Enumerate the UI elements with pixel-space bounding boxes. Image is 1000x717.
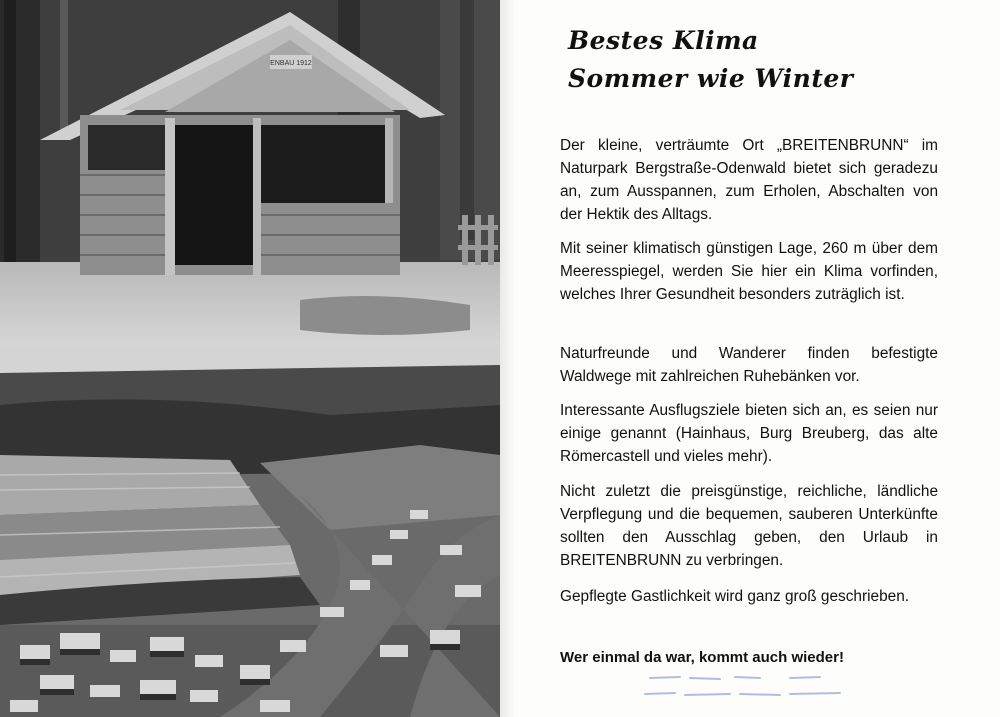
page-fold (500, 0, 514, 717)
paragraph-climate: Mit seiner klimatisch günstigen Lage, 260 m über dem Meeresspiegel, werden Sie hier ein Klima vorfinden, welches Ihrer Gesundheit besonders zuträglich ist. (560, 240, 938, 303)
forest-hut-photo (0, 0, 500, 345)
text-column (560, 22, 938, 666)
headline (568, 22, 938, 98)
headline-line-2: Sommer wie Winter (568, 64, 854, 93)
paragraph-intro: Der kleine, verträumte Ort „BREITENBRUNN“ im Naturpark Bergstraße-Odenwald bietet sich geradezu an, zum Ausspannen, zum Erholen, Abschalten von der Hektik des Alltags. (560, 137, 938, 223)
village-aerial-photo (0, 345, 500, 717)
closing-slogan: Wer einmal da war, kommt auch wieder! (560, 649, 844, 666)
paragraph-lodging: Nicht zuletzt die preisgünstige, reichliche, ländliche Verpflegung und die bequemen, sauberen Unterkünfte sollten den Ausschlag geben, den Urlaub in BREITENBRUNN zu verbringen. (560, 483, 938, 569)
headline-line-1: Bestes Klima (568, 26, 759, 55)
paragraph-excursions: Interessante Ausflugsziele bieten sich an, es seien nur einige genannt (Hainhaus, Burg Breuberg, das alte Römercastell und vieles mehr). (560, 402, 938, 465)
hut-sign: ENBAU 1912 (270, 60, 312, 67)
paragraph-hiking: Naturfreunde und Wanderer finden befestigte Waldwege mit zahlreichen Ruhebänken vor. (560, 345, 938, 385)
paragraph-hospitality: Gepflegte Gastlichkeit wird ganz groß geschrieben. (560, 588, 910, 605)
stamp-mark (640, 668, 860, 702)
